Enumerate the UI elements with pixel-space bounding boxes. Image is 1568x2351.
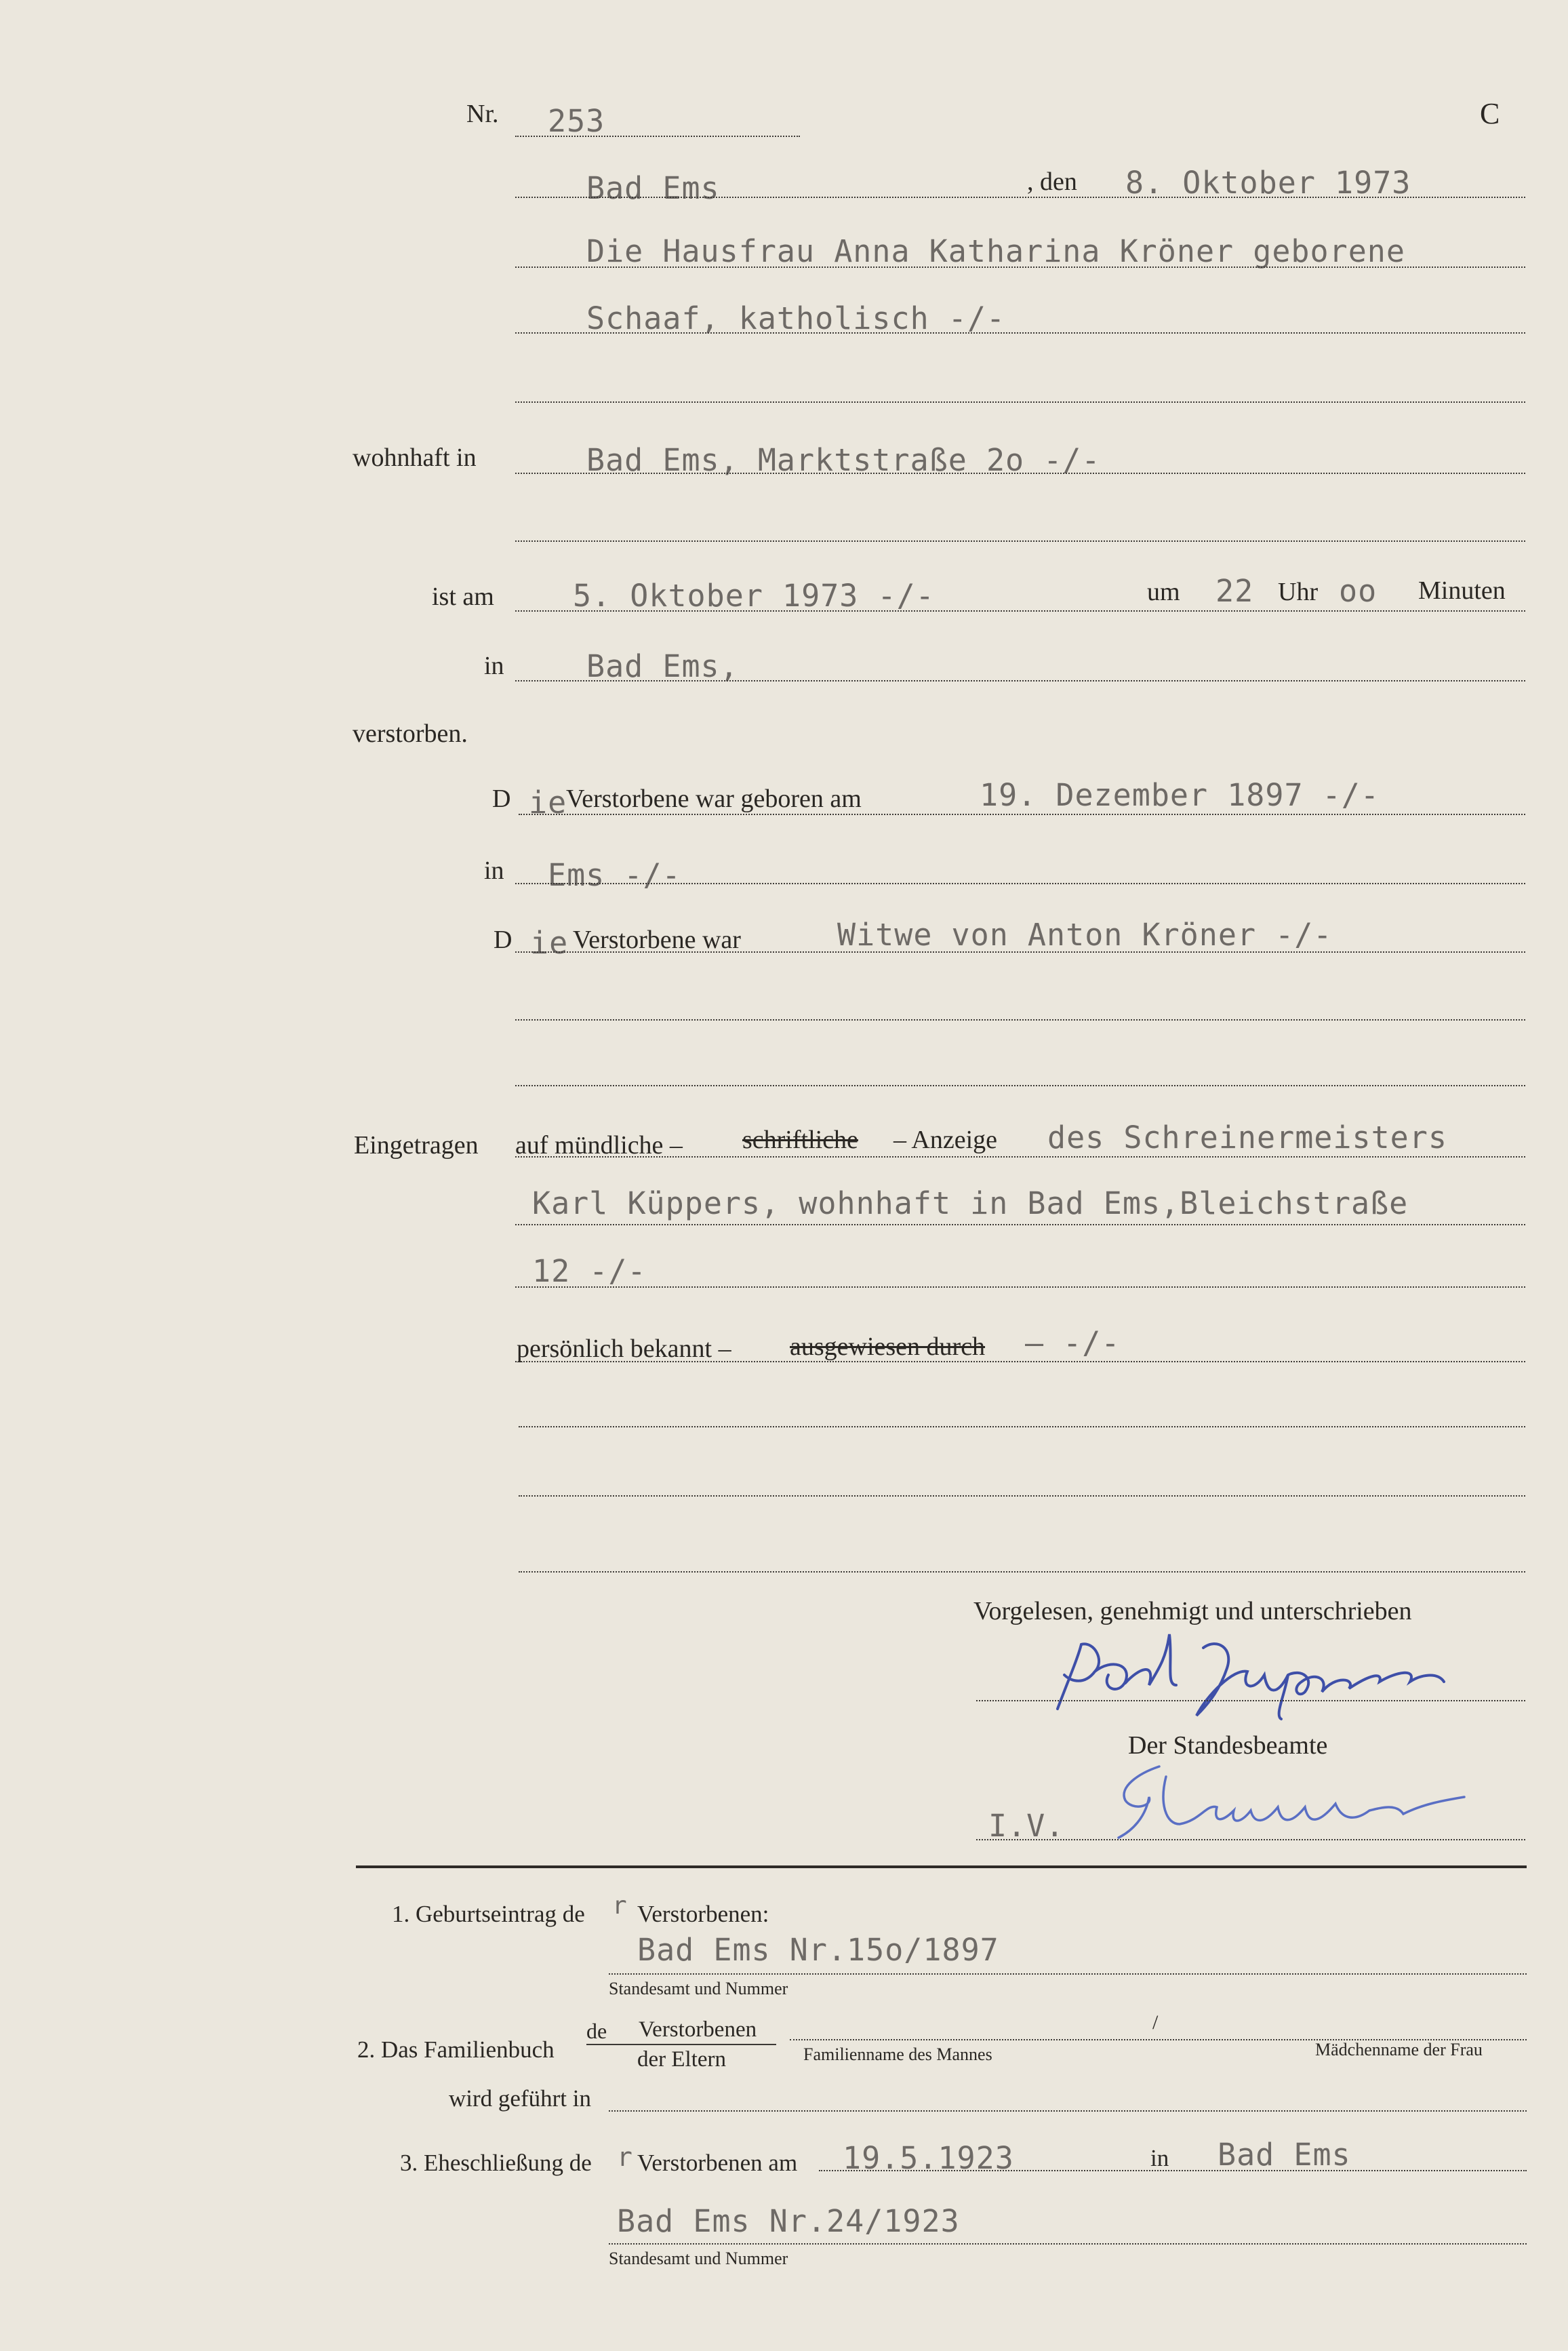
line [515,951,1525,953]
known-label: persönlich bekannt – [517,1335,731,1363]
section-divider [356,1865,1527,1868]
um-label: um [1147,578,1180,606]
line [515,1156,1525,1158]
registration-notice: – Anzeige [893,1126,998,1154]
husband-name-caption: Familienname des Mannes [803,2044,992,2064]
section1-caption: Standesamt und Nummer [609,1979,788,1998]
official-signature [1085,1750,1519,1844]
signature-caption: Vorgelesen, genehmigt und unterschrieben [973,1597,1412,1625]
marriage-place: Bad Ems [1218,2137,1351,2173]
iv-mark: I.V. [988,1808,1065,1844]
death-date-label: ist am [432,582,494,611]
record-date: 8. Oktober 1973 [1125,165,1411,201]
line [609,2243,1527,2245]
line [515,332,1525,334]
place-value: Bad Ems [586,170,720,206]
registration-written-struck: schriftliche [742,1126,858,1154]
official-caption: Der Standesbeamte [1128,1731,1328,1760]
status-prefix-typed: ie [530,925,569,961]
form-letter: C [1480,97,1500,130]
minuten-label: Minuten [1418,576,1506,605]
section1-label: 1. Geburtseintrag de [392,1901,585,1927]
status-label: Verstorbene war [573,926,741,954]
line [515,473,1525,474]
section2-kept-label: wird geführt in [449,2085,591,2112]
death-minutes: oo [1339,573,1378,609]
section3-caption: Standesamt und Nummer [609,2249,788,2268]
section3-value: Bad Ems Nr.24/1923 [617,2203,960,2239]
birth-prefix-typed: ie [529,785,567,821]
line [519,1571,1525,1573]
person-line-2: Schaaf, katholisch -/- [586,300,1006,336]
register-number: 253 [548,103,605,139]
line [515,610,1525,612]
line [515,197,1525,198]
person-line-1: Die Hausfrau Anna Katharina Kröner geborene [586,233,1405,269]
informant-line-2: Karl Küppers, wohnhaft in Bad Ems,Bleichstraße [532,1185,1409,1221]
line [515,401,1525,403]
death-hour: 22 [1215,573,1254,609]
line [515,680,1525,681]
line [515,266,1525,268]
birth-label: Verstorbene war geboren am [566,785,862,813]
death-date: 5. Oktober 1973 -/- [573,578,935,614]
section2-de: de [586,2019,607,2043]
registration-label: Eingetragen [354,1131,479,1160]
line [609,2110,1527,2112]
line [515,1085,1525,1086]
birth-prefix: D [492,785,511,813]
known-value: – -/- [1025,1325,1121,1361]
informant-line-1: des Schreinermeisters [1047,1120,1447,1155]
option-separator [586,2044,776,2045]
section3-sup: r [617,2142,633,2172]
birth-place-label: in [484,856,504,885]
birth-place: Ems -/- [548,857,681,893]
status-value: Witwe von Anton Kröner -/- [837,917,1333,953]
section1-value: Bad Ems Nr.15o/1897 [637,1932,999,1968]
informant-signature [1030,1621,1471,1722]
den-label: , den [1027,167,1077,196]
informant-line-3: 12 -/- [532,1253,647,1289]
section1-sup: r [612,1892,628,1920]
death-place: Bad Ems, [586,648,739,684]
line [515,1286,1525,1288]
registration-oral: auf mündliche – [515,1131,683,1160]
line [519,1495,1525,1497]
signature-line [976,1700,1525,1701]
section2-label: 2. Das Familienbuch [357,2036,555,2063]
line [515,1361,1525,1362]
section1-label-end: Verstorbenen: [637,1901,769,1927]
residence-value: Bad Ems, Marktstraße 2o -/- [586,442,1101,478]
section3-label-end: Verstorbenen am [637,2150,798,2176]
official-signature-line [976,1839,1525,1840]
death-place-label: in [484,652,504,680]
section3-label: 3. Eheschließung de [400,2150,592,2176]
nr-label: Nr. [466,100,499,128]
line [515,883,1525,884]
residence-label: wohnhaft in [353,443,477,472]
line [819,2170,1527,2171]
section2-option-deceased: Verstorbenen [639,2017,757,2042]
line [515,1019,1525,1021]
wife-name-caption: Mädchenname der Frau [1315,2040,1483,2059]
line [519,814,1525,815]
verstorben-label: verstorben. [353,719,468,748]
uhr-label: Uhr [1278,578,1319,606]
section2-option-parents: der Eltern [637,2047,727,2072]
birth-date: 19. Dezember 1897 -/- [980,777,1380,813]
line [515,1224,1525,1225]
status-prefix: D [494,926,512,954]
line [609,1973,1527,1975]
section3-in-label: in [1150,2145,1169,2171]
marriage-date: 19.5.1923 [843,2140,1014,2176]
known-struck: ausgewiesen durch [790,1332,986,1361]
line [519,1426,1525,1427]
section2-mark: / [1152,2011,1159,2034]
line [515,540,1525,542]
nr-line [515,136,800,137]
